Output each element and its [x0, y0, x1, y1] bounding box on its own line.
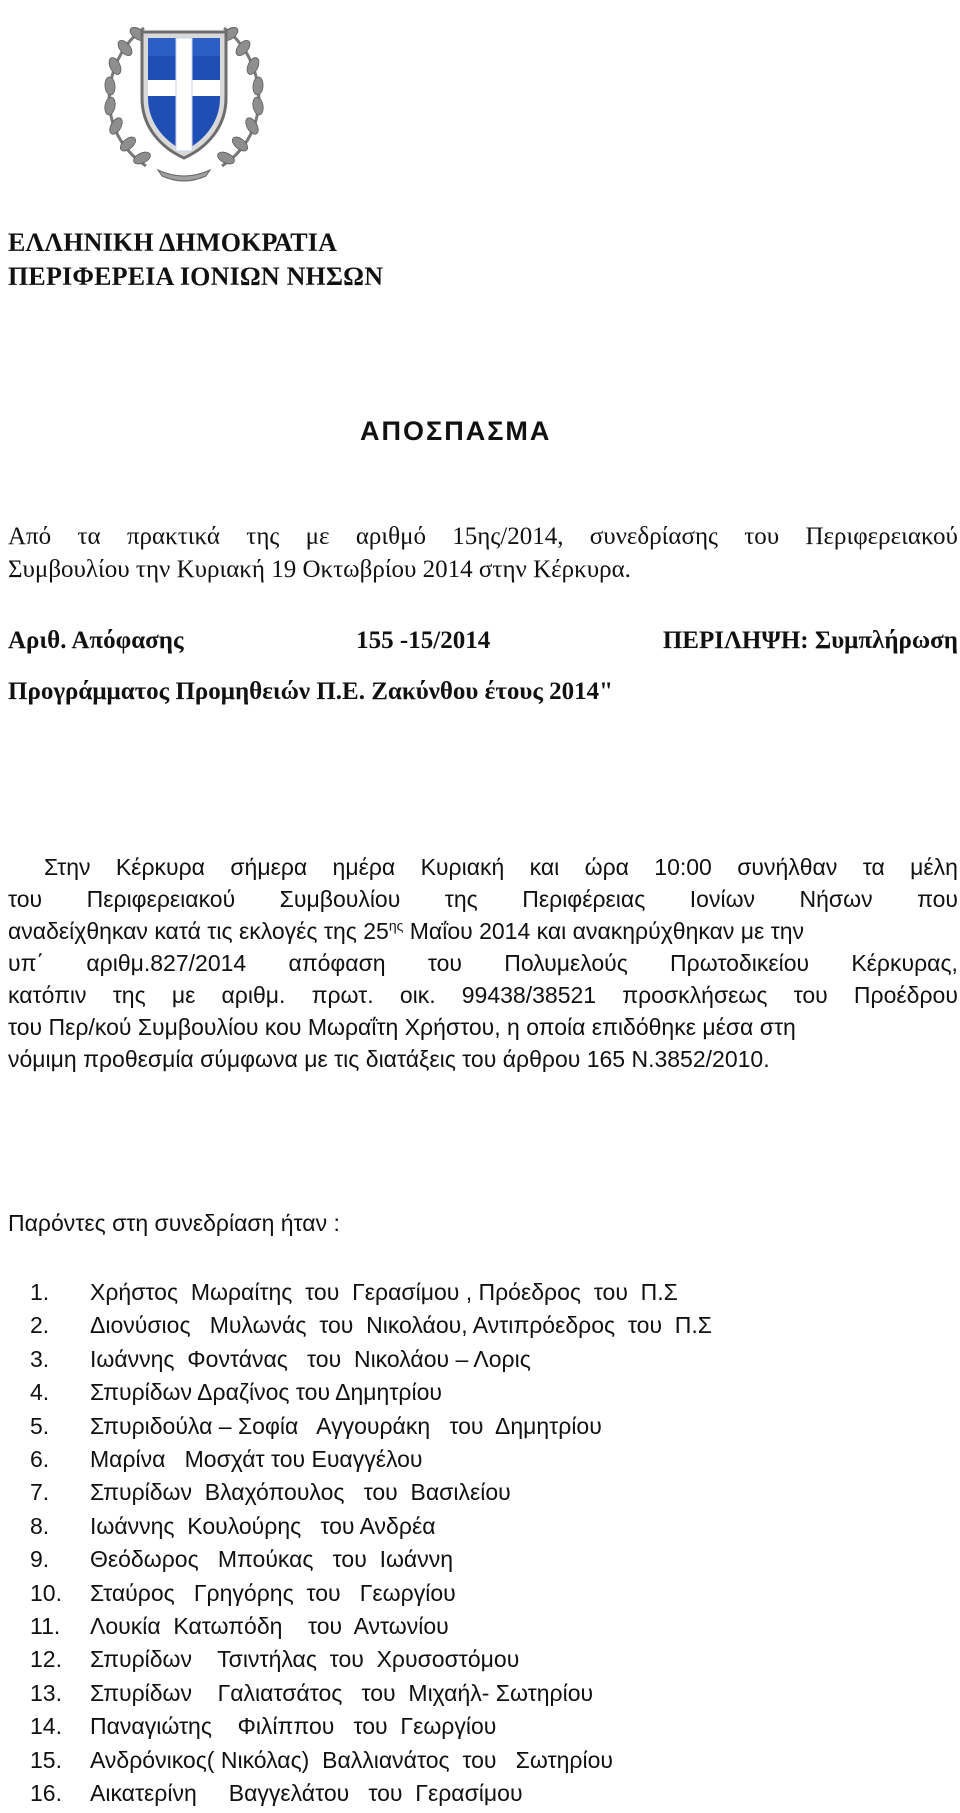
list-item-number: 8. — [30, 1512, 50, 1539]
word: Στην — [44, 854, 91, 880]
word: τα — [77, 523, 101, 550]
word: τα — [862, 854, 885, 880]
word: 99438/38521 — [461, 982, 597, 1008]
word: Από — [8, 523, 52, 550]
word: συνήλθαν — [737, 854, 838, 880]
list-item-number: 3. — [30, 1345, 50, 1372]
list-item-text: Ιωάννης Κουλούρης του Ανδρέα — [90, 1512, 436, 1539]
word: σήμερα — [230, 854, 308, 880]
list-item-number: 6. — [30, 1446, 50, 1473]
list-item — [30, 1543, 712, 1576]
word: που — [917, 886, 958, 912]
list-item — [30, 1343, 712, 1376]
word: υπ΄ — [8, 950, 45, 976]
word: του — [793, 982, 828, 1008]
word: της — [444, 886, 478, 912]
word: του — [427, 950, 462, 976]
word: αριθμ. — [221, 982, 286, 1008]
body-line-2 — [8, 883, 958, 915]
word: Πολυμελούς — [504, 950, 628, 976]
list-item — [30, 1677, 712, 1710]
word: Πρωτοδικείου — [670, 950, 810, 976]
word: οικ. — [399, 982, 436, 1008]
word: πρακτικά — [126, 523, 220, 550]
list-item — [30, 1476, 712, 1509]
country-name: ΕΛΛΗΝΙΚΗ ΔΗΜΟΚΡΑΤΙΑ — [8, 228, 338, 257]
list-item-text: Διονύσιος Μυλωνάς του Νικολάου, Αντιπρόεδρος του Π.Σ — [90, 1312, 713, 1339]
word: απόφαση — [288, 950, 386, 976]
word: αριθμ.827/2014 — [86, 950, 247, 976]
list-item-number: 9. — [30, 1546, 50, 1573]
word: της — [112, 982, 146, 1008]
word: 15ης/2014, — [452, 523, 564, 550]
word: Περιφερειακού — [86, 886, 236, 912]
list-item — [30, 1510, 712, 1543]
decision-summary-label: ΠΕΡΙΛΗΨΗ: Συμπλήρωση — [662, 627, 958, 654]
list-item-number: 1. — [30, 1279, 50, 1305]
word: Ιονίων — [689, 886, 756, 912]
list-item — [30, 1744, 712, 1777]
list-item-text: Ιωάννης Φοντάνας του Νικολάου – Λορις — [90, 1345, 531, 1372]
word: ημέρα — [332, 854, 396, 880]
list-item-number: 16. — [30, 1780, 62, 1807]
body-paragraph — [8, 851, 958, 1075]
list-item-text: Σπυρίδων Τσιντήλας του Χρυσοστόμου — [90, 1646, 520, 1673]
word: Κυριακή — [420, 854, 505, 880]
word: προσκλήσεως — [622, 982, 768, 1008]
word: πρωτ. — [311, 982, 374, 1008]
list-item — [30, 1276, 712, 1309]
list-item-text: Λουκία Κατωπόδη του Αντωνίου — [90, 1613, 449, 1640]
body-line-6: του Περ/κού Συμβουλίου κου Μωραΐτη Χρήστου, η οποία επιδόθηκε μέσα στη — [8, 1014, 796, 1040]
list-item-number: 11. — [30, 1613, 61, 1640]
list-item-text: Σπυριδούλα – Σοφία Αγγουράκη του Δημητρίου — [90, 1412, 602, 1439]
list-item-text: Ανδρόνικος( Νικόλας) Βαλλιανάτος του Σωτηρίου — [90, 1746, 613, 1773]
list-item-text: Παναγιώτης Φιλίππου του Γεωργίου — [90, 1713, 497, 1740]
list-item-number: 4. — [30, 1379, 50, 1406]
members-list — [30, 1276, 712, 1811]
word: ώρα — [584, 854, 629, 880]
word: Κέρκυρα — [115, 854, 205, 880]
list-item-text: Σπυρίδων Γαλιατσάτος του Μιχαήλ- Σωτηρίου — [90, 1679, 594, 1706]
word: Προέδρου — [853, 982, 958, 1008]
word: συνεδρίασης — [589, 523, 718, 550]
word: Περιφερειακού — [805, 523, 958, 550]
body-line-4 — [8, 947, 958, 979]
list-item — [30, 1710, 712, 1743]
list-item-number: 5. — [30, 1412, 50, 1439]
list-item — [30, 1610, 712, 1643]
decision-number-row — [8, 615, 958, 666]
region-name: ΠΕΡΙΦΕΡΕΙΑ ΙΟΝΙΩΝ ΝΗΣΩΝ — [8, 262, 384, 291]
word: και — [529, 854, 560, 880]
intro-line-2: Συμβουλίου την Κυριακή 19 Οκτωβρίου 2014 στην Κέρκυρα. — [8, 556, 631, 583]
list-item-text: Σταύρος Γρηγόρης του Γεωργίου — [90, 1579, 456, 1606]
list-item-number: 2. — [30, 1312, 50, 1339]
list-item — [30, 1410, 712, 1443]
ordinal-suffix: ης — [388, 917, 404, 934]
list-item-text: Αικατερίνη Βαγγελάτου του Γερασίμου — [90, 1780, 523, 1807]
body-line-3-start: αναδείχθηκαν κατά τις εκλογές της 25 — [8, 918, 389, 944]
list-item-text: Μαρίνα Μοσχάτ του Ευαγγέλου — [90, 1446, 423, 1473]
word: Περιφέρειας — [522, 886, 646, 912]
list-item-text: Σπυρίδων Βλαχόπουλος του Βασιλείου — [90, 1479, 511, 1506]
word: με — [305, 523, 330, 550]
list-item — [30, 1309, 712, 1342]
document-title: ΑΠΟΣΠΑΣΜΑ — [360, 416, 552, 446]
body-line-3 — [8, 915, 958, 947]
intro-line-1 — [8, 520, 958, 553]
word: κατόπιν — [8, 982, 87, 1008]
word: 10:00 — [654, 854, 712, 880]
word: του — [744, 523, 780, 550]
list-item-number: 7. — [30, 1479, 50, 1506]
body-line-1 — [8, 851, 958, 883]
word: μέλη — [910, 854, 958, 880]
list-item-number: 12. — [30, 1646, 62, 1673]
decision-number-value: 155 -15/2014 — [356, 627, 491, 654]
decision-block — [8, 615, 958, 717]
body-line-7: νόμιμη προθεσμία σύμφωνα με τις διατάξεις του άρθρου 165 Ν.3852/2010. — [8, 1046, 770, 1072]
list-item — [30, 1643, 712, 1676]
list-item-number: 14. — [30, 1713, 62, 1740]
list-item — [30, 1777, 712, 1810]
decision-number-label: Αριθ. Απόφασης — [8, 627, 184, 654]
present-members-heading: Παρόντες στη συνεδρίαση ήταν : — [8, 1210, 340, 1236]
word: με — [171, 982, 196, 1008]
list-item-text: Θεόδωρος Μπούκας του Ιωάννη — [90, 1546, 454, 1573]
word: Κέρκυρας, — [851, 950, 958, 976]
greek-coat-of-arms-icon — [96, 6, 272, 182]
list-item-number: 10. — [30, 1579, 62, 1606]
list-item — [30, 1577, 712, 1610]
list-item — [30, 1443, 712, 1476]
word: της — [246, 523, 280, 550]
list-item — [30, 1376, 712, 1409]
list-item-text: Σπυρίδων Δραζίνος του Δημητρίου — [90, 1379, 442, 1406]
body-line-3-end: Μαΐου 2014 και ανακηρύχθηκαν με την — [403, 918, 805, 944]
body-line-5 — [8, 979, 958, 1011]
word: αριθμό — [355, 523, 426, 550]
intro-paragraph — [8, 520, 958, 586]
issuer-header — [8, 226, 383, 294]
list-item-number: 13. — [30, 1679, 62, 1706]
decision-subject: Προγράμματος Προμηθειών Π.Ε. Ζακύνθου έτους 2014" — [8, 678, 613, 705]
list-item-text: Χρήστος Μωραίτης του Γερασίμου , Πρόεδρος του Π.Σ — [90, 1279, 678, 1305]
list-item-number: 15. — [30, 1746, 62, 1773]
word: Συμβουλίου — [279, 886, 401, 912]
word: του — [8, 886, 43, 912]
word: Νήσων — [799, 886, 873, 912]
